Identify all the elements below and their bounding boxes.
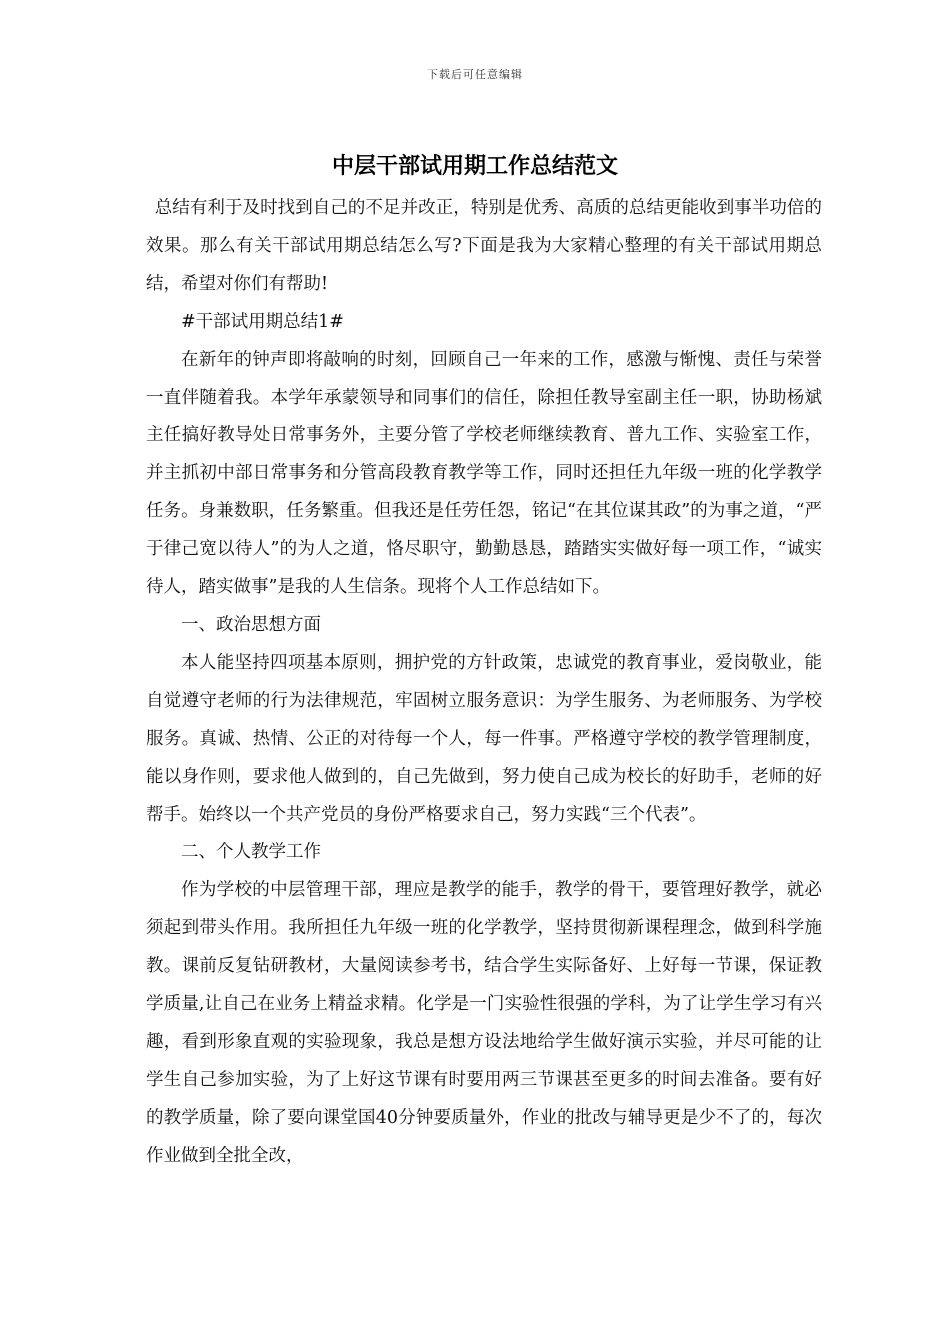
section-heading: 一、政治思想方面	[181, 614, 321, 635]
body-paragraph: 本人能坚持四项基本原则，拥护党的方针政策，忠诚党的教育事业，爱岗敬业，能自觉遵守老师的行为法律规范，牢固树立服务意识：为学生服务、为老师服务、为学校服务。真诚、热情、公正的对待每一个人，每一件事。严格遵守学校的教学管理制度，能以身作则，要求他人做到的，自己先做到，努力使自己成为校长的好助手，老师的好帮手。始终以一个共产党员的身份严格要求自己，努力实践“三个代表”。	[146, 652, 822, 825]
intro-paragraph: 总结有利于及时找到自己的不足并改正，特别是优秀、高质的总结更能收到事半功倍的效果。那么有关干部试用期总结怎么写?下面是我为大家精心整理的有关干部试用期总结，希望对你们有帮助!	[146, 198, 822, 294]
header-note: 下载后可任意编辑	[427, 68, 523, 81]
document-body	[146, 190, 822, 1176]
section-heading: 二、个人教学工作	[181, 842, 321, 863]
body-paragraph: 作为学校的中层管理干部，理应是教学的能手，教学的骨干，要管理好教学，就必须起到带头作用。我所担任九年级一班的化学教学，坚持贯彻新课程理念，做到科学施教。课前反复钻研教材，大量阅读参考书，结合学生实际备好、上好每一节课，保证教学质量,让自己在业务上精益求精。化学是一门实验性很强的学科，为了让学生学习有兴趣，看到形象直观的实验现象，我总是想方设法地给学生做好演示实验，并尽可能的让学生自己参加实验，为了上好这节课有时要用两三节课甚至更多的时间去准备。要有好的教学质量，除了要向课堂国40分钟要质量外，作业的批改与辅导更是少不了的，每次作业做到全批全改，	[146, 880, 822, 1166]
body-paragraph: 在新年的钟声即将敲响的时刻，回顾自己一年来的工作，感激与惭愧、责任与荣誉一直伴随着我。本学年承蒙领导和同事们的信任，除担任教导室副主任一职，协助杨斌主任搞好教导处日常事务外，主要分管了学校老师继续教育、普九工作、实验室工作，并主抓初中部日常事务和分管高段教育教学等工作，同时还担任九年级一班的化学教学任务。身兼数职，任务繁重。但我还是任劳任怨，铭记“在其位谋其政”的为事之道，“严于律己宽以待人”的为人之道，恪尽职守，勤勤恳恳，踏踏实实做好每一项工作，“诚实待人，踏实做事”是我的人生信条。现将个人工作总结如下。	[146, 349, 822, 598]
section-marker: #干部试用期总结1#	[181, 311, 344, 332]
document-title: 中层干部试用期工作总结范文	[331, 154, 618, 179]
